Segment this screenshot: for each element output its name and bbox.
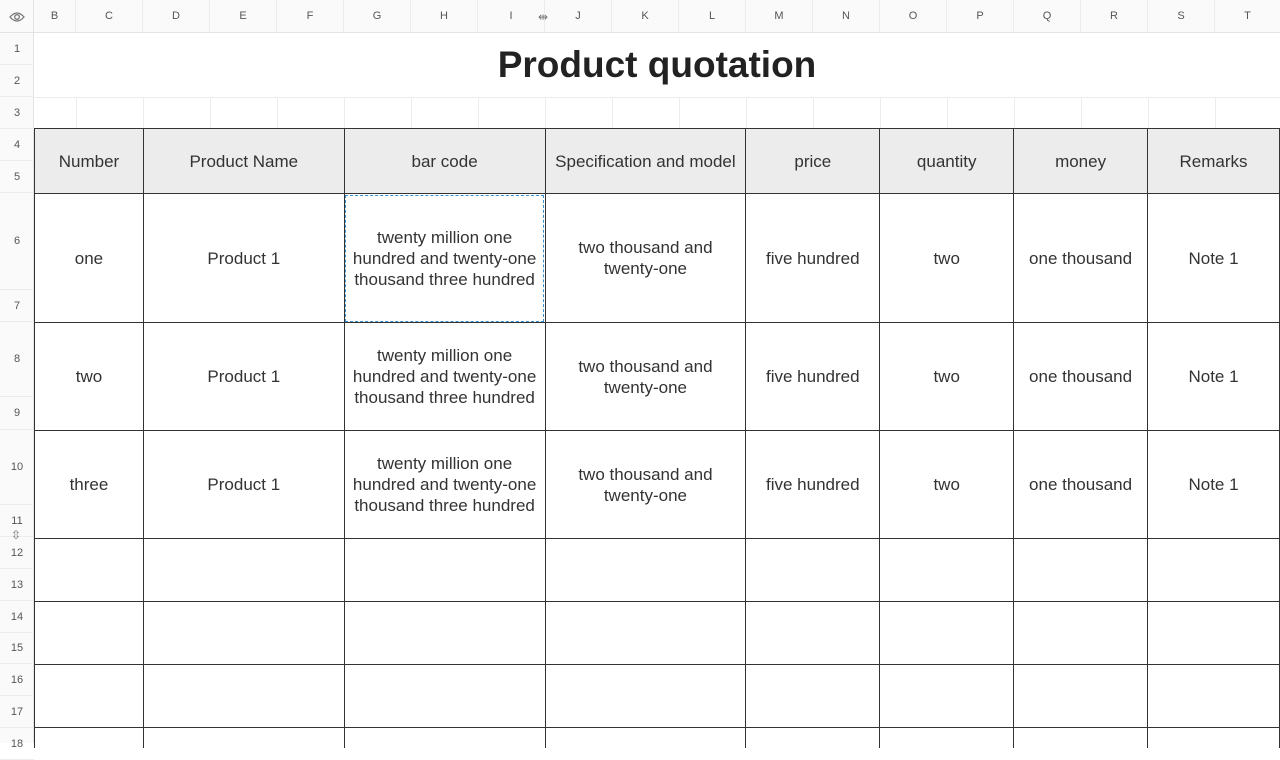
column-header-m[interactable]: M [746,0,813,33]
row-header-5[interactable]: 5 [0,161,34,193]
gridline [76,97,77,128]
row-header-13[interactable]: 13 [0,569,34,601]
cell-number[interactable]: three [35,431,144,539]
empty-cell[interactable] [1014,602,1148,665]
gridline [746,97,747,128]
row-header-18[interactable]: 18 [0,728,34,760]
row-header-3[interactable]: 3 [0,97,34,129]
row-header-16[interactable]: 16 [0,664,34,696]
column-header-q[interactable]: Q [1014,0,1081,33]
empty-cell[interactable] [746,539,880,602]
gridline [344,97,345,128]
row-header-10[interactable]: 10 [0,430,34,505]
gridline [679,97,680,128]
table-row-empty [35,539,1280,602]
row-header-bar [0,33,34,750]
row-resize-handle-icon[interactable]: ⇳ [11,528,22,542]
empty-cell[interactable] [746,665,880,728]
empty-cell[interactable] [143,665,344,728]
cell-quantity[interactable]: two [880,323,1014,431]
gridline [210,97,211,128]
cell-quantity[interactable]: two [880,431,1014,539]
cell-money[interactable]: one thousand [1014,323,1148,431]
empty-cell[interactable] [344,539,545,602]
column-header-o[interactable]: O [880,0,947,33]
gridline [277,97,278,128]
gridline [947,97,948,128]
cell-remarks[interactable]: Note 1 [1148,431,1280,539]
header-product-name[interactable]: Product Name [143,129,344,194]
cell-price[interactable]: five hundred [746,194,880,323]
gridline [612,97,613,128]
row-header-17[interactable]: 17 [0,696,34,728]
sheet-title[interactable]: Product quotation [34,33,1280,97]
empty-cell[interactable] [880,602,1014,665]
row-header-8[interactable]: 8 [0,322,34,397]
empty-cell[interactable] [1014,539,1148,602]
empty-cell[interactable] [545,665,746,728]
empty-cell[interactable] [344,728,545,748]
row-header-14[interactable]: 14 [0,601,34,633]
header-number[interactable]: Number [35,129,144,194]
column-header-f[interactable]: F [277,0,344,33]
cell-bar-code-selected[interactable]: twenty million one hundred and twenty-one thousand three hundred [344,194,545,323]
header-remarks[interactable]: Remarks [1148,129,1280,194]
cell-bar-code[interactable]: twenty million one hundred and twenty-one thousand three hundred [344,431,545,539]
gridline [478,97,479,128]
gridline [411,97,412,128]
column-header-c[interactable]: C [76,0,143,33]
cell-money[interactable]: one thousand [1014,194,1148,323]
gridline [545,97,546,128]
empty-cell[interactable] [545,728,746,748]
cell-number[interactable]: one [35,194,144,323]
column-header-r[interactable]: R [1081,0,1148,33]
cell-product-name[interactable]: Product 1 [143,323,344,431]
cell-remarks[interactable]: Note 1 [1148,323,1280,431]
column-header-d[interactable]: D [143,0,210,33]
column-header-h[interactable]: H [411,0,478,33]
empty-cell[interactable] [1148,728,1280,748]
row-header-4[interactable]: 4 [0,129,34,161]
table-row-empty [35,728,1280,748]
empty-cell[interactable] [880,665,1014,728]
column-header-l[interactable]: L [679,0,746,33]
column-header-e[interactable]: E [210,0,277,33]
row-header-15[interactable]: 15 [0,633,34,664]
column-header-bar [0,0,1280,33]
row-header-12[interactable]: 12 [0,537,34,569]
empty-cell[interactable] [344,602,545,665]
row-header-11[interactable]: 11 [0,505,34,537]
empty-cell[interactable] [344,665,545,728]
empty-cell[interactable] [545,539,746,602]
table-header-row [35,129,1280,194]
empty-cell[interactable] [746,728,880,748]
column-header-s[interactable]: S [1148,0,1215,33]
gridline [1148,97,1149,128]
empty-cell[interactable] [143,602,344,665]
row-header-7[interactable]: 7 [0,290,34,322]
gridline [813,97,814,128]
table-row-empty [35,665,1280,728]
row-header-6[interactable]: 6 [0,193,34,290]
header-quantity[interactable]: quantity [880,129,1014,194]
column-header-j[interactable]: J [545,0,612,33]
empty-cell[interactable] [143,539,344,602]
empty-cell[interactable] [1014,665,1148,728]
column-header-i[interactable]: I [478,0,545,33]
empty-cell[interactable] [880,728,1014,748]
empty-cell[interactable] [143,728,344,748]
column-header-b[interactable]: B [34,0,76,33]
empty-cell[interactable] [35,539,144,602]
header-bar-code[interactable]: bar code [344,129,545,194]
header-price[interactable]: price [746,129,880,194]
cell-product-name[interactable]: Product 1 [143,194,344,323]
column-header-p[interactable]: P [947,0,1014,33]
gridline [143,97,144,128]
gridline [1215,97,1216,128]
empty-cell[interactable] [35,665,144,728]
gridline [1014,97,1015,128]
cell-number[interactable]: two [35,323,144,431]
eye-icon[interactable] [0,0,34,33]
empty-cell[interactable] [1148,665,1280,728]
empty-cell[interactable] [35,728,144,748]
cell-specification[interactable]: two thousand and twenty-one [545,323,746,431]
gridline [880,97,881,128]
cell-price[interactable]: five hundred [746,323,880,431]
empty-cell[interactable] [1014,728,1148,748]
table-row [35,194,1280,323]
quotation-table [34,128,1280,748]
row-header-1[interactable]: 1 [0,33,34,65]
empty-cell[interactable] [545,602,746,665]
column-resize-handle-icon[interactable]: ⇹ [538,10,549,24]
empty-cell[interactable] [880,539,1014,602]
row-header-9[interactable]: 9 [0,397,34,430]
row-header-2[interactable]: 2 [0,65,34,97]
cell-specification[interactable]: two thousand and twenty-one [545,431,746,539]
cell-specification[interactable]: two thousand and twenty-one [545,194,746,323]
column-header-g[interactable]: G [344,0,411,33]
table-row-empty [35,602,1280,665]
gridline [1081,97,1082,128]
table-row [35,431,1280,539]
cell-bar-code[interactable]: twenty million one hundred and twenty-one thousand three hundred [344,323,545,431]
cell-product-name[interactable]: Product 1 [143,431,344,539]
cell-money[interactable]: one thousand [1014,431,1148,539]
header-money[interactable]: money [1014,129,1148,194]
cell-price[interactable]: five hundred [746,431,880,539]
cell-quantity[interactable]: two [880,194,1014,323]
column-header-k[interactable]: K [612,0,679,33]
header-specification[interactable]: Specification and model [545,129,746,194]
gridline [34,97,1280,98]
empty-cell[interactable] [746,602,880,665]
column-header-t[interactable]: T [1244,10,1251,22]
column-header-n[interactable]: N [813,0,880,33]
empty-cell[interactable] [1148,539,1280,602]
empty-cell[interactable] [1148,602,1280,665]
table-row [35,323,1280,431]
cell-remarks[interactable]: Note 1 [1148,194,1280,323]
empty-cell[interactable] [35,602,144,665]
